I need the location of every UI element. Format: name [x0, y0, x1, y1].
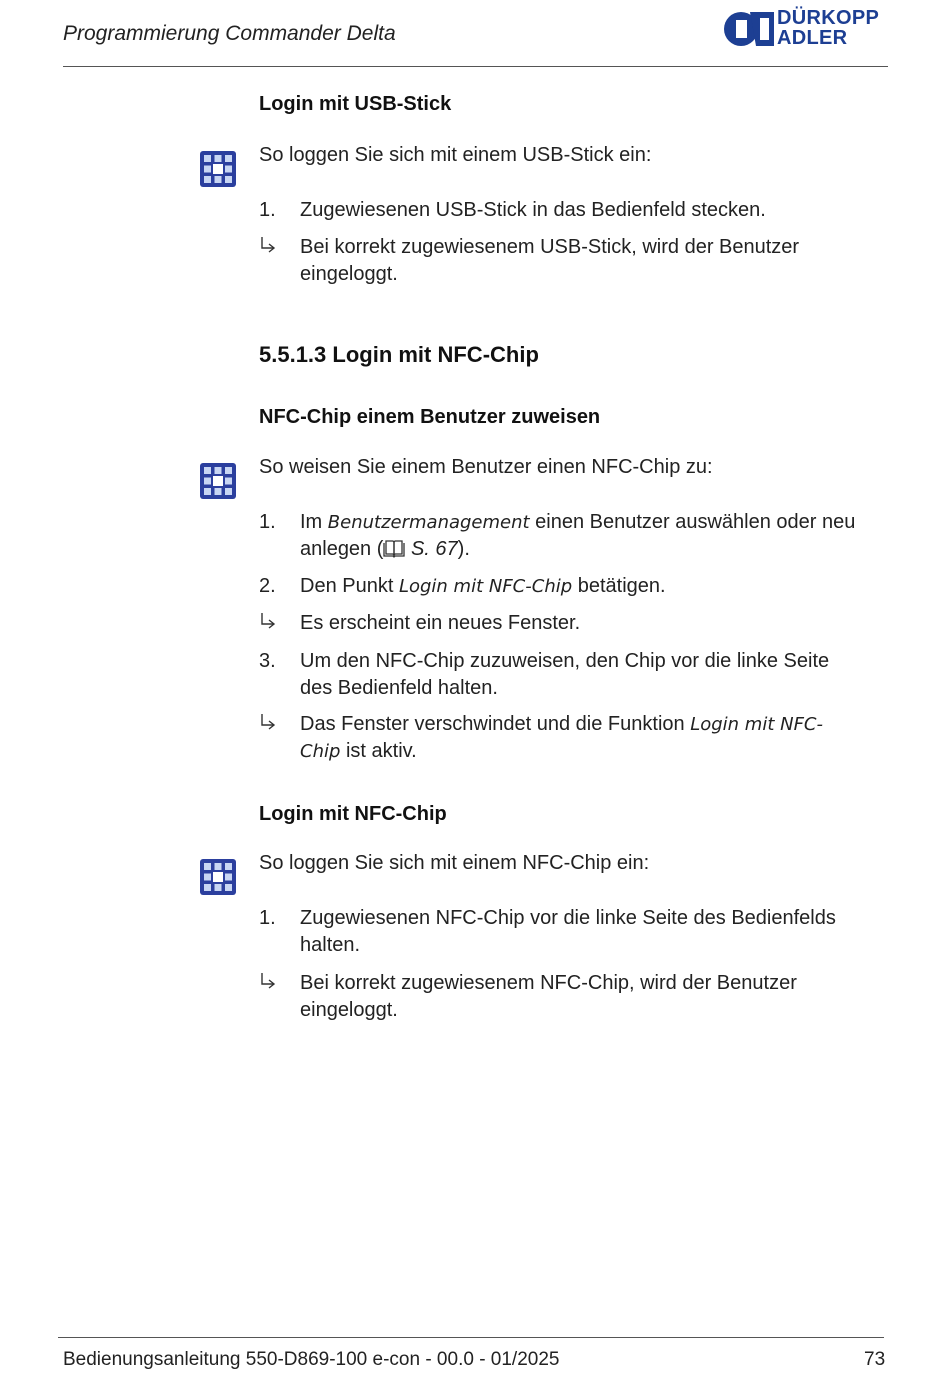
document-header-title: Programmierung Commander Delta [63, 22, 396, 45]
step-text [300, 648, 890, 702]
step-text [300, 509, 890, 563]
step-text-part: Im [300, 511, 328, 533]
result-text [300, 234, 890, 288]
usb-login-intro: So loggen Sie sich mit einem USB-Stick ein: [259, 144, 652, 166]
book-reference-icon [383, 540, 405, 558]
step-text [300, 573, 890, 600]
page-number: 73 [864, 1349, 886, 1370]
result-arrow-icon [260, 612, 278, 632]
step-text-part: anlegen ( [300, 538, 384, 560]
menu-reference: Login mit NFC- [690, 714, 823, 735]
header-divider [63, 66, 888, 67]
step-line-1: Um den NFC-Chip zuzuweisen, den Chip vor die linke Seite [300, 650, 830, 672]
page-reference-link[interactable]: S. 67 [405, 538, 458, 560]
step-number: 1. [259, 199, 276, 221]
result-text: Es erscheint ein neues Fenster. [300, 612, 581, 634]
control-panel-icon [200, 151, 236, 187]
usb-login-heading: Login mit USB-Stick [259, 93, 452, 115]
step-line-1: Zugewiesenen NFC-Chip vor die linke Seite des Bedienfelds [300, 907, 836, 929]
nfc-assign-heading: NFC-Chip einem Benutzer zuweisen [259, 406, 601, 428]
menu-reference: Login mit NFC-Chip [398, 576, 573, 597]
result-text-part: Das Fenster verschwindet und die Funktion [300, 713, 691, 735]
result-line-2: eingeloggt. [300, 263, 398, 285]
result-line-2: eingeloggt. [300, 999, 398, 1021]
logo-line-1: DÜRKOPP [777, 7, 880, 29]
nfc-assign-intro: So weisen Sie einem Benutzer einen NFC-Chip zu: [259, 456, 713, 478]
result-line-1: Bei korrekt zugewiesenem USB-Stick, wird der Benutzer [300, 236, 800, 258]
control-panel-icon [200, 859, 236, 895]
step-text-part: ). [457, 538, 470, 560]
logo-mark [722, 6, 776, 50]
step-text-part: einen Benutzer auswählen oder neu [529, 511, 856, 533]
footer-manual-id: Bedienungsanleitung 550-D869-100 e-con - 00.0 - 01/2025 [63, 1349, 560, 1370]
logo-wordmark [777, 8, 879, 48]
result-line-1: Bei korrekt zugewiesenem NFC-Chip, wird der Benutzer [300, 972, 797, 994]
step-text [300, 905, 890, 959]
nfc-login-intro: So loggen Sie sich mit einem NFC-Chip ein: [259, 852, 650, 874]
logo-line-2: ADLER [777, 27, 848, 49]
result-text [300, 970, 890, 1024]
result-arrow-icon [260, 972, 278, 992]
result-text [300, 711, 890, 765]
step-number: 3. [259, 650, 276, 672]
step-number: 1. [259, 511, 276, 533]
company-logo [722, 6, 892, 50]
result-text-part: ist aktiv. [340, 740, 417, 762]
step-line-2: halten. [300, 934, 361, 956]
step-text-part: Den Punkt [300, 575, 399, 597]
step-text-part: betätigen. [572, 575, 666, 597]
menu-reference: Chip [300, 741, 341, 762]
section-heading-nfc: 5.5.1.3 Login mit NFC-Chip [259, 342, 539, 367]
step-number: 2. [259, 575, 276, 597]
step-line-2: des Bedienfeld halten. [300, 677, 498, 699]
result-arrow-icon [260, 236, 278, 256]
result-arrow-icon [260, 713, 278, 733]
step-text: Zugewiesenen USB-Stick in das Bedienfeld stecken. [300, 199, 766, 221]
footer-divider [58, 1337, 884, 1338]
control-panel-icon [200, 463, 236, 499]
step-number: 1. [259, 907, 276, 929]
nfc-login-heading: Login mit NFC-Chip [259, 803, 447, 825]
menu-reference: Benutzermanagement [327, 512, 530, 533]
